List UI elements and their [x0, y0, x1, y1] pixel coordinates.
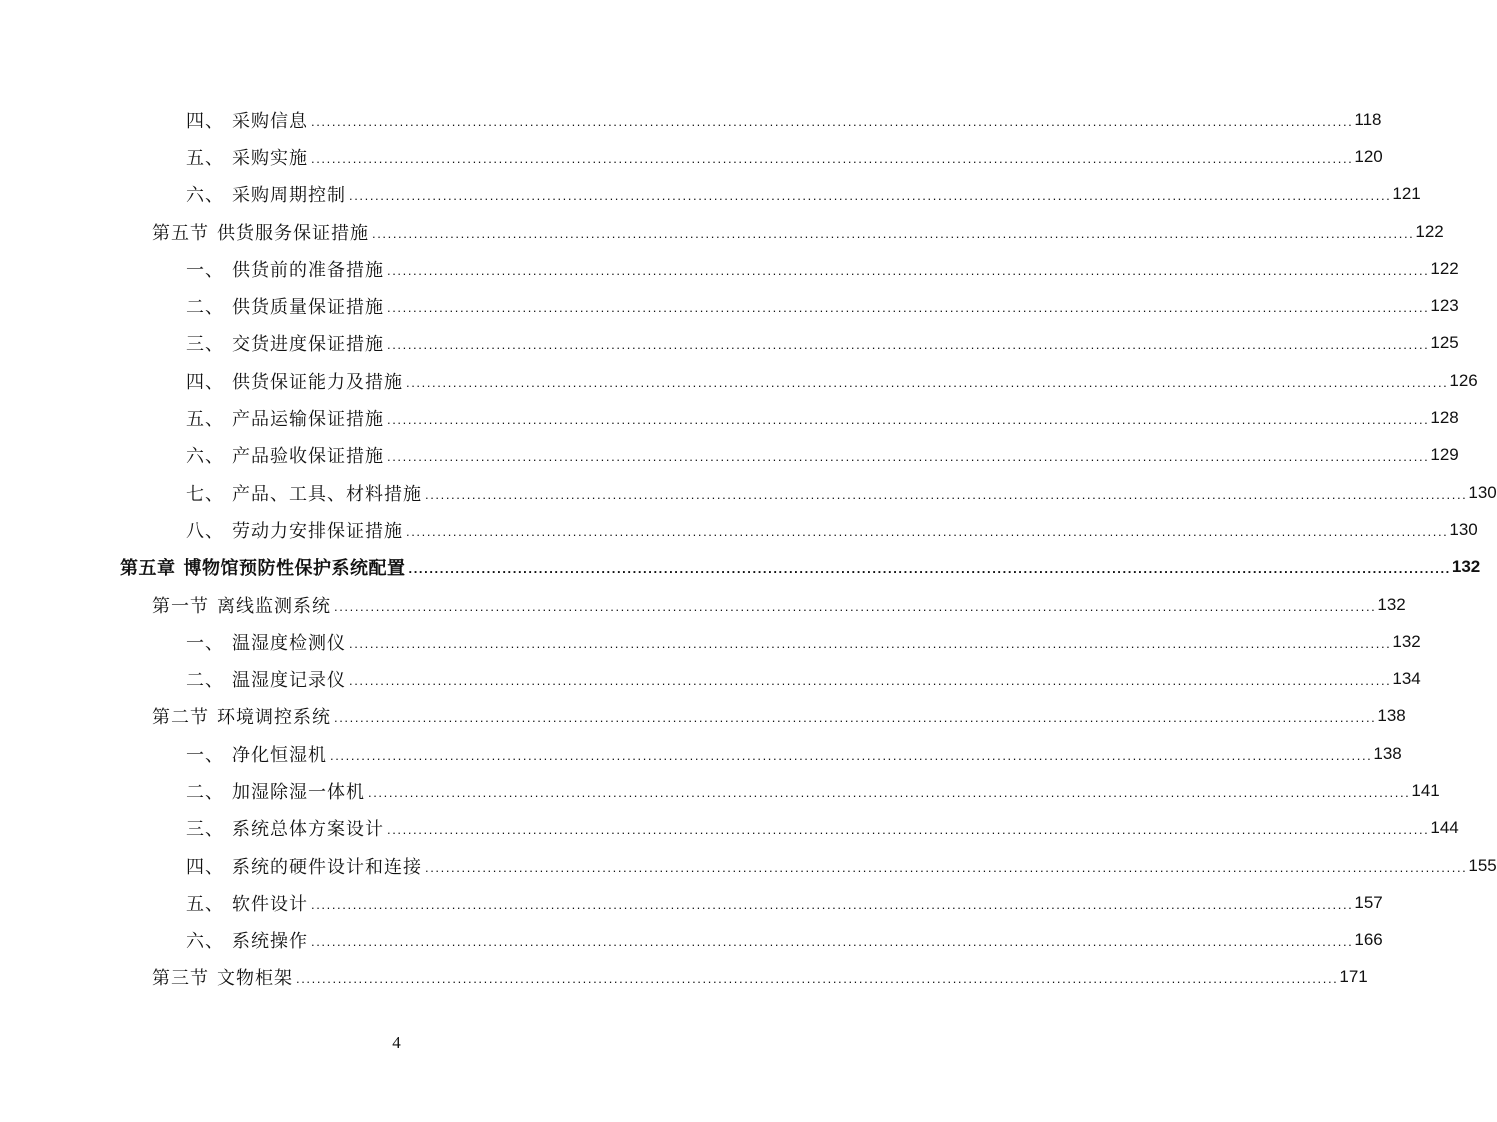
toc-entry-number: 一、: [186, 632, 224, 654]
toc-entry-section[interactable]: [0, 586, 1406, 623]
toc-dot-leader: ........................................................................................................................................................................................................: [334, 710, 1377, 726]
toc-entry-number: 八、: [186, 520, 224, 542]
toc-entry-page: 118: [1354, 109, 1382, 129]
toc-entry-label: [186, 107, 308, 133]
toc-entry-title: 净化恒湿机: [232, 744, 327, 766]
toc-entry-page: 120: [1354, 146, 1383, 166]
toc-entry-title: 文物柜架: [217, 968, 293, 990]
toc-entry-label: [186, 330, 384, 356]
toc-entry-number: 三、: [186, 334, 224, 356]
toc-entry-title: 采购信息: [232, 110, 308, 132]
toc-entry-item[interactable]: [0, 772, 1440, 809]
toc-entry-page: 125: [1430, 333, 1459, 353]
toc-entry-item[interactable]: [0, 250, 1459, 287]
toc-entry-number: 第五节: [152, 222, 209, 244]
toc-entry-title: 产品验收保证措施: [232, 446, 384, 468]
toc-entry-label: [186, 405, 384, 431]
toc-entry-page: 126: [1449, 370, 1478, 390]
toc-entry-number: 四、: [186, 856, 224, 878]
toc-entry-item[interactable]: [0, 325, 1459, 362]
toc-dot-leader: ........................................................................................................................................................................................................: [311, 896, 1354, 912]
toc-entry-title: 产品运输保证措施: [232, 409, 384, 431]
toc-entry-label: [186, 890, 308, 916]
toc-entry-number: 五、: [186, 893, 224, 915]
toc-dot-leader: ........................................................................................................................................................................................................: [387, 262, 1430, 278]
toc-entry-title: 系统操作: [232, 931, 308, 953]
toc-entry-page: 166: [1354, 930, 1383, 950]
toc-dot-leader: ........................................................................................................................................................................................................: [311, 150, 1354, 166]
toc-entry-title: 加湿除湿一体机: [232, 781, 365, 803]
toc-entry-title: 博物馆预防性保护系统配置: [183, 558, 406, 580]
toc-entry-number: 一、: [186, 259, 224, 281]
toc-entry-label: [152, 219, 369, 245]
toc-dot-leader: ........................................................................................................................................................................................................: [296, 971, 1339, 987]
toc-entry-title: 交货进度保证措施: [232, 334, 384, 356]
toc-entry-label: [186, 517, 403, 543]
toc-entry-item[interactable]: [0, 884, 1383, 921]
toc-entry-label: [186, 144, 308, 170]
toc-entry-label: [186, 256, 384, 282]
toc-entry-number: 五、: [186, 409, 224, 431]
toc-entry-label: [152, 592, 331, 618]
toc-entry-label: [152, 703, 331, 729]
toc-entry-title: 软件设计: [232, 893, 308, 915]
toc-dot-leader: ........................................................................................................................................................................................................: [425, 859, 1468, 875]
toc-dot-leader: ........................................................................................................................................................................................................: [311, 113, 1354, 129]
toc-dot-leader: ........................................................................................................................................................................................................: [334, 598, 1377, 614]
toc-entry-page: 123: [1430, 296, 1459, 316]
toc-entry-item[interactable]: [0, 474, 1497, 511]
toc-entry-item[interactable]: [0, 660, 1421, 697]
toc-entry-label: [186, 853, 422, 879]
toc-entry-label: [120, 554, 406, 580]
toc-entry-number: 二、: [186, 670, 224, 692]
toc-entry-page: 141: [1411, 780, 1440, 800]
toc-entry-number: 三、: [186, 819, 224, 841]
toc-entry-number: 第一节: [152, 595, 209, 617]
toc-entry-item[interactable]: [0, 138, 1383, 175]
toc-entry-page: 132: [1392, 631, 1421, 651]
toc-entry-page: 132: [1451, 557, 1481, 577]
toc-entry-title: 离线监测系统: [217, 595, 331, 617]
toc-dot-leader: ........................................................................................................................................................................................................: [387, 822, 1430, 838]
toc-entry-page: 129: [1430, 445, 1459, 465]
toc-entry-page: 128: [1430, 408, 1459, 428]
toc-entry-title: 供货服务保证措施: [217, 222, 369, 244]
toc-dot-leader: ........................................................................................................................................................................................................: [406, 523, 1449, 539]
toc-entry-number: 一、: [186, 744, 224, 766]
toc-entry-number: 二、: [186, 781, 224, 803]
toc-entry-title: 系统总体方案设计: [232, 819, 384, 841]
toc-entry-page: 132: [1377, 594, 1406, 614]
toc-entry-title: 供货保证能力及措施: [232, 371, 403, 393]
toc-entry-page: 134: [1392, 669, 1421, 689]
toc-dot-leader: ........................................................................................................................................................................................................: [330, 747, 1373, 763]
toc-dot-leader: ........................................................................................................................................................................................................: [372, 225, 1415, 241]
toc-dot-leader: ........................................................................................................................................................................................................: [387, 449, 1430, 465]
toc-entry-label: [186, 778, 365, 804]
toc-entry-title: 采购周期控制: [232, 185, 346, 207]
toc-entry-title: 温湿度检测仪: [232, 632, 346, 654]
toc-entry-number: 第三节: [152, 968, 209, 990]
toc-entry-item[interactable]: [0, 810, 1459, 847]
toc-entry-number: 七、: [186, 483, 224, 505]
toc-dot-leader: ........................................................................................................................................................................................................: [408, 561, 1451, 577]
toc-entry-number: 六、: [186, 185, 224, 207]
toc-entry-item[interactable]: [0, 437, 1459, 474]
toc-dot-leader: ........................................................................................................................................................................................................: [425, 486, 1468, 502]
toc-entry-item[interactable]: [0, 176, 1421, 213]
toc-dot-leader: ........................................................................................................................................................................................................: [406, 374, 1449, 390]
toc-entry-label: [186, 480, 422, 506]
toc-entry-page: 171: [1339, 967, 1368, 987]
page-number: 4: [392, 1033, 401, 1052]
toc-entry-number: 五、: [186, 147, 224, 169]
toc-entry-item[interactable]: [0, 735, 1402, 772]
toc-entry-page: 144: [1430, 818, 1459, 838]
toc-dot-leader: ........................................................................................................................................................................................................: [311, 934, 1354, 950]
toc-entry-section[interactable]: [0, 959, 1368, 996]
toc-dot-leader: ........................................................................................................................................................................................................: [349, 635, 1392, 651]
toc-entry-title: 温湿度记录仪: [232, 670, 346, 692]
toc-entry-number: 第五章: [120, 558, 176, 580]
toc-entry-title: 采购实施: [232, 147, 308, 169]
toc-entry-label: [152, 964, 293, 990]
toc-dot-leader: ........................................................................................................................................................................................................: [349, 188, 1392, 204]
toc-entry-label: [186, 629, 346, 655]
toc-entry-item[interactable]: [0, 511, 1478, 548]
toc-entry-number: 二、: [186, 297, 224, 319]
toc-entry-number: 第二节: [152, 707, 209, 729]
toc-entry-item[interactable]: [0, 101, 1382, 138]
toc-entry-chapter[interactable]: [0, 549, 1481, 586]
toc-entry-page: 138: [1377, 706, 1406, 726]
toc-dot-leader: ........................................................................................................................................................................................................: [368, 784, 1411, 800]
toc-entry-page: 122: [1430, 258, 1459, 278]
toc-entry-title: 环境调控系统: [217, 707, 331, 729]
toc-dot-leader: ........................................................................................................................................................................................................: [349, 673, 1392, 689]
toc-entry-label: [186, 181, 346, 207]
toc-entry-title: 产品、工具、材料措施: [232, 483, 422, 505]
toc-entry-label: [186, 741, 327, 767]
toc-entry-page: 138: [1373, 743, 1402, 763]
toc-entry-section[interactable]: [0, 698, 1406, 735]
toc-entry-title: 系统的硬件设计和连接: [232, 856, 422, 878]
toc-entry-page: 157: [1354, 892, 1383, 912]
toc-entry-page: 130: [1449, 519, 1478, 539]
toc-dot-leader: ........................................................................................................................................................................................................: [387, 337, 1430, 353]
toc-entry-section[interactable]: [0, 213, 1444, 250]
toc-entry-item[interactable]: [0, 922, 1383, 959]
toc-entry-item[interactable]: [0, 362, 1478, 399]
toc-entry-number: 六、: [186, 446, 224, 468]
toc-entry-item[interactable]: [0, 623, 1421, 660]
toc-entry-number: 四、: [186, 371, 224, 393]
toc-entry-label: [186, 815, 384, 841]
toc-entry-page: 155: [1468, 855, 1497, 875]
toc-entry-title: 供货质量保证措施: [232, 297, 384, 319]
toc-entry-item[interactable]: [0, 847, 1497, 884]
toc-entry-page: 121: [1392, 184, 1421, 204]
toc-dot-leader: ........................................................................................................................................................................................................: [387, 300, 1430, 316]
toc-entry-label: [186, 927, 308, 953]
toc-entry-title: 供货前的准备措施: [232, 259, 384, 281]
toc-entry-page: 130: [1468, 482, 1497, 502]
toc-entry-label: [186, 442, 384, 468]
toc-entry-item[interactable]: [0, 287, 1459, 324]
toc-entry-page: 122: [1415, 221, 1444, 241]
toc-entry-number: 六、: [186, 931, 224, 953]
toc-entry-item[interactable]: [0, 399, 1459, 436]
toc-entry-number: 四、: [186, 110, 224, 132]
table-of-contents: [0, 101, 1497, 996]
toc-entry-label: [186, 666, 346, 692]
toc-entry-label: [186, 368, 403, 394]
toc-entry-label: [186, 293, 384, 319]
toc-dot-leader: ........................................................................................................................................................................................................: [387, 412, 1430, 428]
toc-entry-title: 劳动力安排保证措施: [232, 520, 403, 542]
